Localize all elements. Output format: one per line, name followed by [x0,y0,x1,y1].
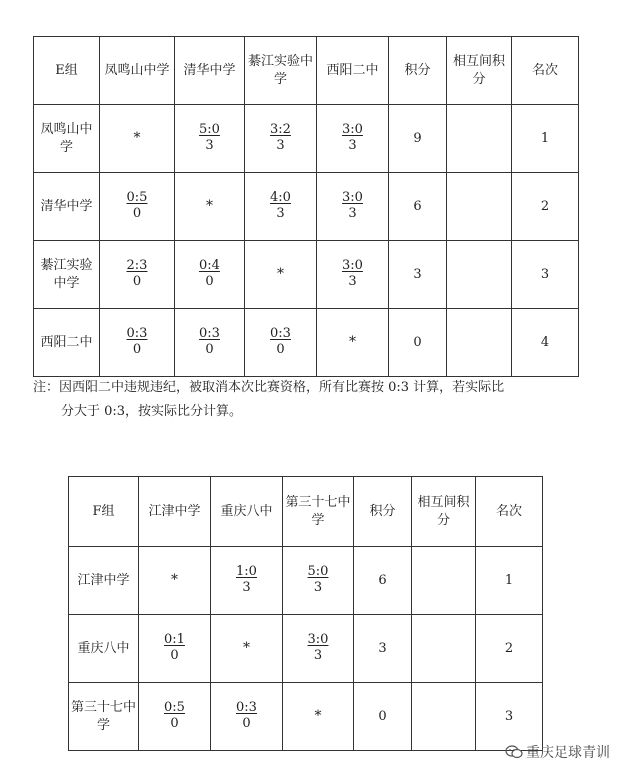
header-cell: 重庆八中 [211,477,283,547]
match-score: 0:4 [199,258,220,273]
table-row [34,309,579,377]
rank-cell: 3 [512,241,579,309]
table-row [69,547,543,615]
self-match-mark: * [171,572,178,588]
group-f-header-row [69,477,543,547]
match-points: 3 [276,138,285,153]
points-cell: 3 [354,615,412,683]
points-cell: 6 [354,547,412,615]
self-cell [317,309,389,377]
match-score: 3:0 [307,632,329,647]
table-row [34,173,579,241]
match-points: 3 [348,206,357,221]
header-cell: 名次 [476,477,543,547]
score-cell [139,615,211,683]
match-points: 0 [205,274,214,289]
header-cell: 积分 [354,477,412,547]
match-score: 0:5 [164,700,185,715]
team-cell: 清华中学 [34,173,100,241]
header-cell: 第三十七中学 [283,477,354,547]
header-cell: 相互间积分 [447,37,512,105]
rank-cell: 4 [512,309,579,377]
match-points: 0 [276,342,285,357]
score-cell [245,105,317,173]
self-cell [100,105,175,173]
group-f-table [68,476,543,751]
mutual-points-cell [447,105,512,173]
mutual-points-cell [412,547,476,615]
self-cell [139,547,211,615]
score-cell [175,105,245,173]
team-cell: 綦江实验中学 [34,241,100,309]
match-points: 3 [205,138,214,153]
team-cell: 江津中学 [69,547,139,615]
score-cell [317,241,389,309]
score-cell [283,615,354,683]
team-cell: 凤鸣山中学 [34,105,100,173]
score-cell [139,683,211,751]
match-score: 5:0 [307,564,329,579]
match-score: 1:0 [236,564,257,579]
match-points: 3 [313,648,323,663]
score-cell [100,173,175,241]
disqualification-note [33,376,593,424]
points-cell: 6 [389,173,447,241]
match-points: 0 [205,342,214,357]
table-row [69,683,543,751]
note-line: 注：因西阳二中违规违纪，被取消本次比赛资格，所有比赛按 0:3 计算，若实际比 [33,380,505,395]
score-cell [100,309,175,377]
match-score: 3:0 [342,258,363,273]
match-points: 0 [132,274,142,289]
self-match-mark: * [133,130,141,146]
match-points: 0 [132,206,142,221]
score-cell [175,309,245,377]
match-score: 0:3 [270,326,291,341]
points-cell: 0 [389,309,447,377]
match-score: 0:3 [236,700,257,715]
team-cell: 重庆八中 [69,615,139,683]
header-cell: 名次 [512,37,579,105]
match-points: 0 [132,342,142,357]
match-points: 3 [348,138,357,153]
match-score: 0:3 [126,326,148,341]
header-cell: 积分 [389,37,447,105]
match-points: 3 [276,206,285,221]
header-cell: E组 [34,37,100,105]
team-cell: 西阳二中 [34,309,100,377]
rank-cell: 2 [476,615,543,683]
score-cell [100,241,175,309]
score-cell [317,173,389,241]
header-cell: 綦江实验中学 [245,37,317,105]
table-row [69,615,543,683]
self-cell [211,615,283,683]
score-cell [245,309,317,377]
rank-cell: 3 [476,683,543,751]
match-score: 3:0 [342,122,363,137]
match-score: 4:0 [270,190,291,205]
rank-cell: 2 [512,173,579,241]
rank-cell: 1 [476,547,543,615]
score-cell [283,547,354,615]
header-cell: 西阳二中 [317,37,389,105]
score-cell [317,105,389,173]
match-score: 5:0 [199,122,220,137]
header-cell: 江津中学 [139,477,211,547]
points-cell: 0 [354,683,412,751]
table-row [34,105,579,173]
self-match-mark: * [206,198,213,214]
match-score: 2:3 [126,258,148,273]
match-points: 0 [170,648,179,663]
header-cell: F组 [69,477,139,547]
match-points: 3 [242,580,251,595]
score-cell [211,547,283,615]
match-score: 3:0 [342,190,363,205]
header-cell: 凤鸣山中学 [100,37,175,105]
watermark-text: 重庆足球青训 [526,745,610,761]
rank-cell: 1 [512,105,579,173]
note-line: 分大于 0:3，按实际比分计算。 [61,404,243,419]
match-score: 0:5 [126,190,148,205]
self-match-mark: * [314,708,322,724]
table-row [34,241,579,309]
header-cell: 相互间积分 [412,477,476,547]
score-cell [245,173,317,241]
mutual-points-cell [412,615,476,683]
team-cell: 第三十七中学 [69,683,139,751]
self-match-mark: * [349,334,356,350]
match-score: 0:1 [164,632,185,647]
score-cell [211,683,283,751]
self-cell [175,173,245,241]
match-score: 3:2 [270,122,291,137]
points-cell: 3 [389,241,447,309]
match-points: 0 [242,716,251,731]
header-cell: 清华中学 [175,37,245,105]
mutual-points-cell [412,683,476,751]
self-cell [245,241,317,309]
points-cell: 9 [389,105,447,173]
match-points: 0 [170,716,179,731]
group-e-header-row [34,37,579,105]
match-points: 3 [348,274,357,289]
self-match-mark: * [243,640,250,656]
mutual-points-cell [447,241,512,309]
watermark [505,742,610,762]
group-e-table [33,36,579,377]
score-cell [175,241,245,309]
mutual-points-cell [447,173,512,241]
self-match-mark: * [277,266,284,282]
mutual-points-cell [447,309,512,377]
self-cell [283,683,354,751]
match-score: 0:3 [199,326,220,341]
wechat-icon [505,745,523,759]
match-points: 3 [313,580,323,595]
